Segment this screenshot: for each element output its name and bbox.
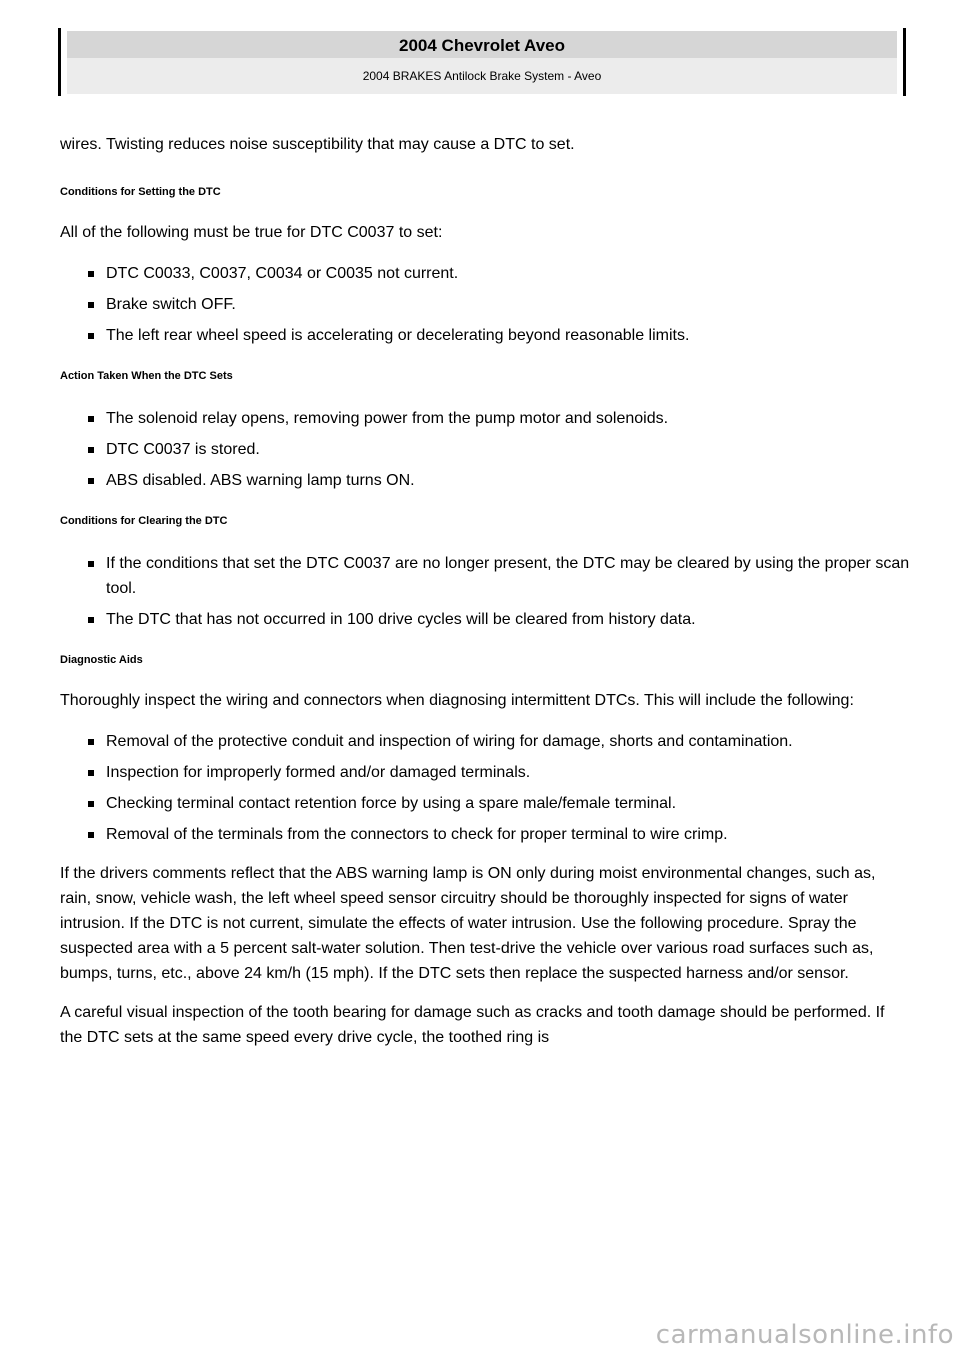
list-item: Checking terminal contact retention force by using a spare male/female terminal. [88, 791, 910, 816]
diagnostic-list [60, 729, 910, 847]
bullet-icon [88, 801, 94, 807]
section-heading-action: Action Taken When the DTC Sets [60, 370, 233, 382]
list-item: Brake switch OFF. [88, 292, 910, 317]
bullet-icon [88, 832, 94, 838]
document-subtitle: 2004 BRAKES Antilock Brake System - Aveo [67, 58, 897, 94]
diagnostic-lead: Thoroughly inspect the wiring and connectors when diagnosing intermittent DTCs. This will include the following: [60, 692, 854, 709]
list-item: The solenoid relay opens, removing power from the pump motor and solenoids. [88, 406, 910, 431]
list-item: If the conditions that set the DTC C0037 are no longer present, the DTC may be cleared by using the proper scan tool. [88, 551, 910, 601]
section-heading-clearing: Conditions for Clearing the DTC [60, 515, 228, 527]
list-item: DTC C0037 is stored. [88, 437, 910, 462]
visual-inspection-paragraph: A careful visual inspection of the tooth bearing for damage such as cracks and tooth damage should be performed. If the DTC sets at the same speed every drive cycle, the toothed ring is [60, 1004, 885, 1046]
site-watermark: carmanualsonline.info [655, 1320, 954, 1350]
action-list [60, 406, 910, 493]
section-setting-lead: All of the following must be true for DTC C0037 to set: [60, 224, 443, 241]
section-heading-setting: Conditions for Setting the DTC [60, 186, 221, 198]
setting-conditions-list [60, 261, 910, 348]
bullet-icon [88, 739, 94, 745]
list-item: DTC C0033, C0037, C0034 or C0035 not current. [88, 261, 910, 286]
bullet-icon [88, 617, 94, 623]
list-item: The DTC that has not occurred in 100 drive cycles will be cleared from history data. [88, 607, 910, 632]
document-subtitle-band [58, 56, 906, 96]
bullet-icon [88, 333, 94, 339]
document-body [60, 132, 910, 1050]
water-intrusion-paragraph: If the drivers comments reflect that the ABS warning lamp is ON only during moist environmental changes, such as, rain, snow, vehicle wash, the left wheel speed sensor circuitry should be thoroughly inspected for signs of water intrusion. If the DTC is not current, simulate the effects of water intrusion. Use the following procedure. Spray the suspected area with a 5 percent salt-water solution. Then test-drive the vehicle over various road surfaces such as, bumps, turns, etc., above 24 km/h (15 mph). If the DTC sets then replace the suspected harness and/or sensor. [60, 865, 876, 982]
bullet-icon [88, 302, 94, 308]
bullet-icon [88, 447, 94, 453]
list-item: ABS disabled. ABS warning lamp turns ON. [88, 468, 910, 493]
list-item: Inspection for improperly formed and/or damaged terminals. [88, 760, 910, 785]
document-title: 2004 Chevrolet Aveo [67, 31, 897, 61]
bullet-icon [88, 478, 94, 484]
list-item: Removal of the protective conduit and inspection of wiring for damage, shorts and contamination. [88, 729, 910, 754]
intro-paragraph: wires. Twisting reduces noise susceptibility that may cause a DTC to set. [60, 136, 575, 153]
bullet-icon [88, 770, 94, 776]
section-heading-diagnostic: Diagnostic Aids [60, 654, 143, 666]
bullet-icon [88, 271, 94, 277]
list-item: Removal of the terminals from the connectors to check for proper terminal to wire crimp. [88, 822, 910, 847]
bullet-icon [88, 561, 94, 567]
list-item: The left rear wheel speed is accelerating or decelerating beyond reasonable limits. [88, 323, 910, 348]
bullet-icon [88, 416, 94, 422]
clearing-list [60, 551, 910, 632]
